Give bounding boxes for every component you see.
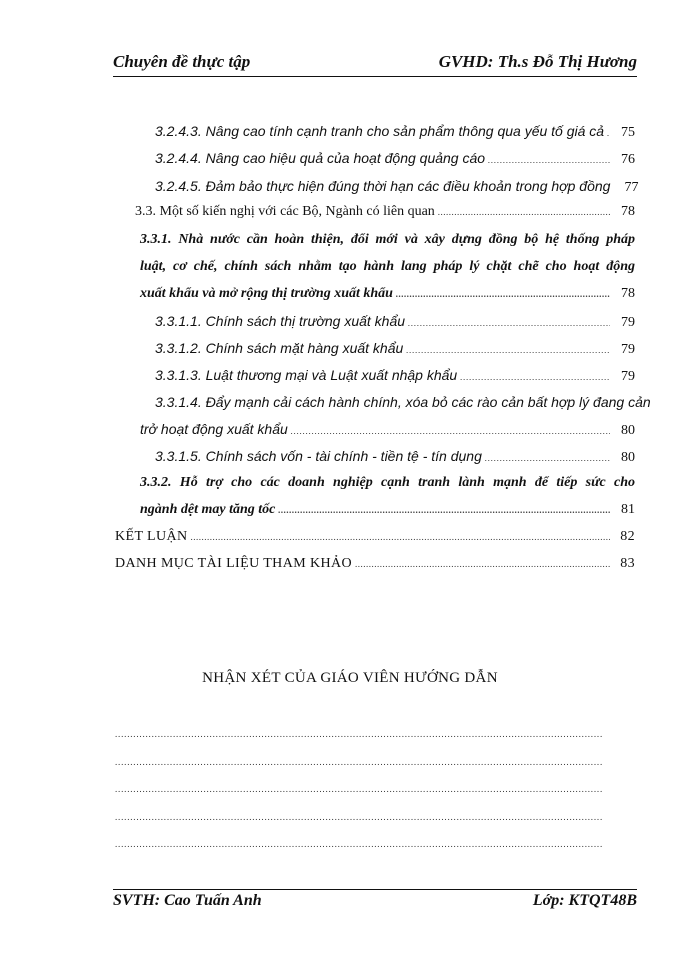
toc-entry-3-2-4-5[interactable] xyxy=(155,174,639,198)
toc-leader-dots xyxy=(355,552,610,576)
toc-leader-dots xyxy=(408,311,610,335)
toc-leader-dots xyxy=(291,419,610,443)
toc-entry-text-line2: ngành dệt may tăng tốc xyxy=(140,502,276,517)
toc-entry-text-line3: xuất khẩu và mở rộng thị trường xuất khẩu xyxy=(140,286,393,301)
toc-page-number: 81 xyxy=(621,502,635,517)
footer-divider xyxy=(113,889,637,890)
toc-entry-text: 3.2.4.4. Nâng cao hiệu quả của hoạt động quảng cáo xyxy=(155,150,486,166)
toc-entry-text: 3.3. Một số kiến nghị với các Bộ, Ngành có liên quan xyxy=(135,204,435,219)
toc-entry-text: 3.3.1.3. Luật thương mại và Luật xuất nhập khẩu xyxy=(155,367,458,383)
toc-entry-text: 3.3.1.2. Chính sách mặt hàng xuất khẩu xyxy=(155,340,404,356)
toc-entry-ket-luan[interactable] xyxy=(115,525,635,549)
toc-leader-dots xyxy=(406,338,610,362)
toc-entry-text: 3.2.4.3. Nâng cao tính cạnh tranh cho sản phẩm thông qua yếu tố giá cả xyxy=(155,123,605,139)
toc-page-number: 79 xyxy=(621,315,635,330)
toc-page-number: 77 xyxy=(624,180,639,195)
toc-page-number: 78 xyxy=(621,286,635,301)
toc-page-number: 79 xyxy=(621,369,635,384)
toc-entry-text-line2: trở hoạt động xuất khẩu xyxy=(140,421,288,437)
toc-leader-dots xyxy=(485,446,610,470)
toc-leader-dots xyxy=(607,121,610,145)
toc-entry-3-3-1-3[interactable] xyxy=(155,363,635,387)
toc-page-number: 82 xyxy=(620,529,635,544)
footer-class: Lớp: KTQT48B xyxy=(532,892,637,909)
toc-leader-dots xyxy=(438,200,610,224)
toc-entry-text-line1: 3.3.2. Hỗ trợ cho các doanh nghiệp cạnh tranh lành mạnh để tiếp sức cho xyxy=(140,475,635,490)
toc-entry-text: 3.3.1.5. Chính sách vốn - tài chính - tiền tệ - tín dụng xyxy=(155,448,482,464)
review-line[interactable] xyxy=(115,729,603,743)
footer-student: SVTH: Cao Tuấn Anh xyxy=(113,892,262,909)
toc-leader-dots xyxy=(488,148,610,172)
toc-entry-text-line1: 3.3.1.4. Đẩy mạnh cải cách hành chính, xóa bỏ các rào cản bất hợp lý đang cản xyxy=(155,394,651,410)
toc-entry-3-3[interactable] xyxy=(135,200,635,224)
toc-page-number: 78 xyxy=(621,204,635,219)
toc-entry-danh-muc[interactable] xyxy=(115,552,635,576)
header-divider xyxy=(113,76,637,77)
toc-entry-3-2-4-4[interactable] xyxy=(155,146,635,170)
toc-entry-text-line2: luật, cơ chế, chính sách nhằm tạo hành lang pháp lý chặt chẽ cho hoạt động xyxy=(140,259,635,274)
toc-entry-3-3-1-2[interactable] xyxy=(155,336,635,360)
review-line[interactable] xyxy=(115,812,603,826)
toc-entry-text: DANH MỤC TÀI LIỆU THAM KHẢO xyxy=(115,556,352,571)
toc-leader-dots xyxy=(396,282,610,306)
toc-page-number: 80 xyxy=(621,423,635,438)
review-line[interactable] xyxy=(115,757,603,771)
toc-entry-text: 3.2.4.5. Đảm bảo thực hiện đúng thời hạn các điều khoản trong hợp đồng xyxy=(155,178,611,194)
toc-page-number: 75 xyxy=(621,125,635,140)
review-line[interactable] xyxy=(115,839,603,853)
review-line[interactable] xyxy=(115,784,603,798)
toc-page-number: 83 xyxy=(620,556,635,571)
toc-entry-3-2-4-3[interactable] xyxy=(155,119,635,143)
toc-page-number: 80 xyxy=(621,450,635,465)
toc-page-number: 79 xyxy=(621,342,635,357)
header-advisor: GVHD: Th.s Đỗ Thị Hương xyxy=(438,52,637,71)
toc-entry-text-line1: 3.3.1. Nhà nước cần hoàn thiện, đổi mới và xây dựng đồng bộ hệ thống pháp xyxy=(140,232,635,247)
toc-leader-dots xyxy=(460,365,610,389)
toc-leader-dots xyxy=(191,525,610,549)
toc-entry-text: KẾT LUẬN xyxy=(115,529,188,544)
page-footer xyxy=(113,892,637,910)
toc-page-number: 76 xyxy=(621,152,635,167)
header-document-title: Chuyên đề thực tập xyxy=(113,52,251,71)
toc-entry-3-3-1-1[interactable] xyxy=(155,309,635,333)
page-header xyxy=(113,52,637,72)
toc-leader-dots xyxy=(278,498,610,522)
review-section-title: NHẬN XÉT CỦA GIÁO VIÊN HƯỚNG DẪN xyxy=(202,670,498,686)
toc-entry-text: 3.3.1.1. Chính sách thị trường xuất khẩu xyxy=(155,313,406,329)
toc-entry-3-3-1-5[interactable] xyxy=(155,444,635,468)
